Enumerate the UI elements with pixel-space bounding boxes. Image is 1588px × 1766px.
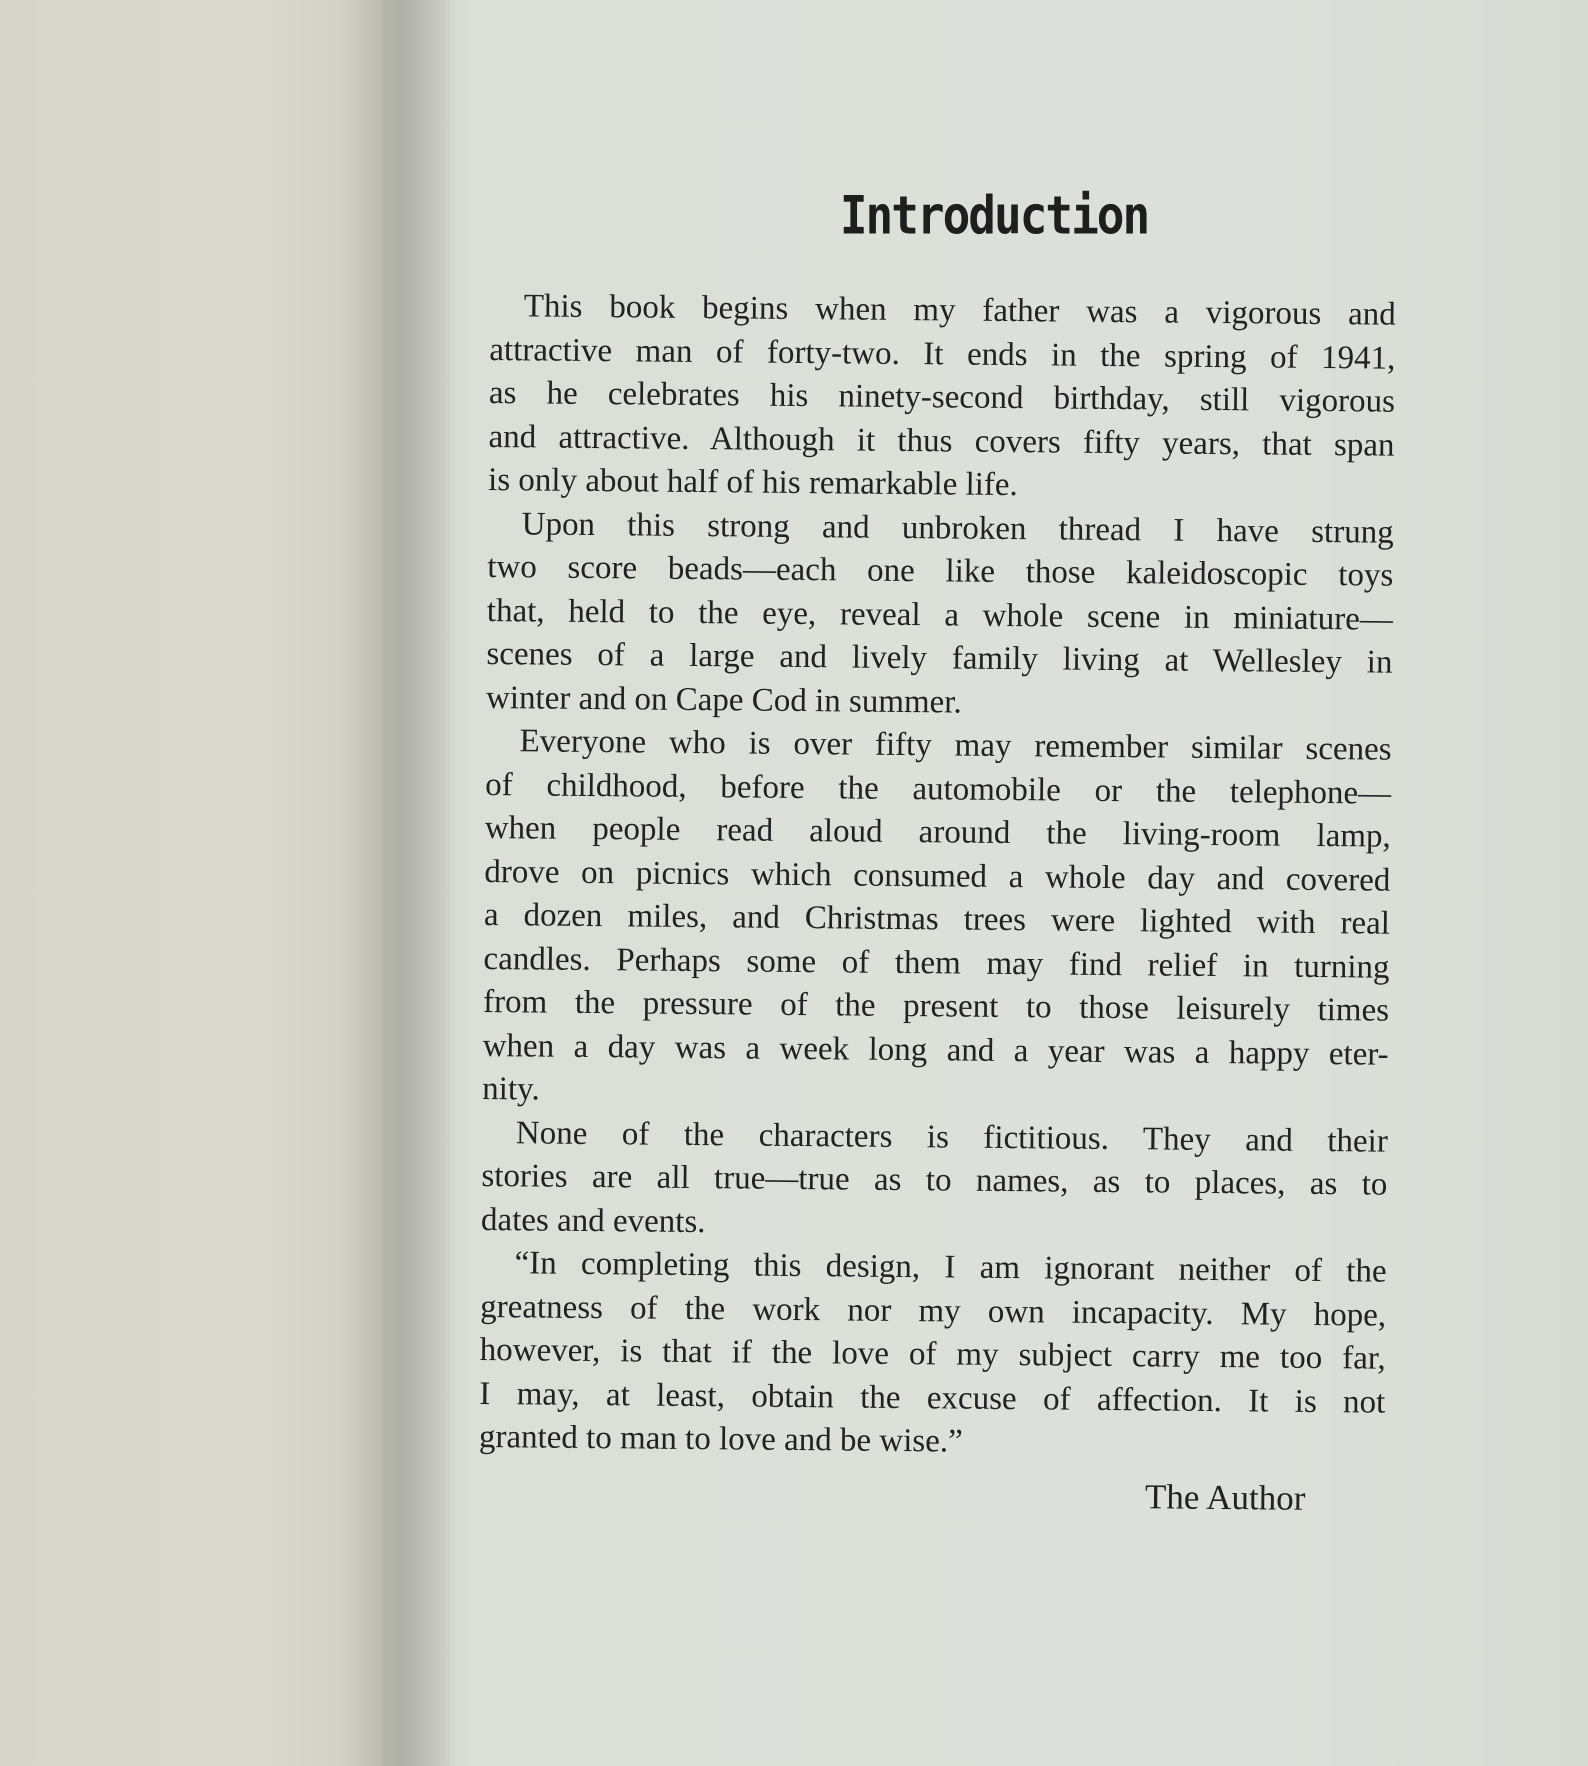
paragraph bbox=[482, 720, 1392, 1120]
signature: The Author bbox=[1144, 1477, 1306, 1518]
text-line: candles. Perhaps some of them may find relief in turning bbox=[483, 940, 1390, 986]
text-line: however, is that if the love of my subject carry me too far, bbox=[479, 1331, 1386, 1377]
text-line: is only about half of his remarkable life. bbox=[487, 461, 1018, 504]
introduction-body bbox=[479, 285, 1396, 1468]
text-line: from the pressure of the present to those leisurely times bbox=[482, 983, 1390, 1029]
text-line: attractive man of forty-two. It ends in the spring of 1941, bbox=[489, 331, 1396, 377]
text-line: when a day was a week long and a year was a happy eter- bbox=[482, 1027, 1389, 1073]
text-line: stories are all true—true as to names, as to places, as to bbox=[481, 1157, 1388, 1203]
paragraph bbox=[488, 285, 1396, 511]
text-line: None of the characters is fictitious. They and their bbox=[515, 1114, 1388, 1160]
text-line: drove on picnics which consumed a whole day and covered bbox=[484, 853, 1391, 899]
text-line: when people read aloud around the living-room lamp, bbox=[484, 809, 1391, 855]
paragraph bbox=[486, 502, 1394, 728]
text-line: This book begins when my father was a vigorous and bbox=[523, 288, 1396, 333]
text-line: two score beads—each one like those kaleidoscopic toys bbox=[487, 548, 1394, 594]
text-line: “In completing this design, I am ignorant neither of the bbox=[514, 1245, 1387, 1290]
text-line: greatness of the work nor my own incapacity. My hope, bbox=[480, 1288, 1387, 1334]
text-line: as he celebrates his ninety-second birthday, still vigorous bbox=[488, 374, 1396, 420]
paragraph bbox=[479, 1242, 1387, 1468]
text-line: scenes of a large and lively family living at Wellesley in bbox=[486, 635, 1393, 681]
text-line: nity. bbox=[482, 1070, 540, 1108]
text-line: of childhood, before the automobile or the telephone— bbox=[485, 766, 1392, 812]
right-page bbox=[440, 0, 1588, 1766]
text-line: granted to man to love and be wise.” bbox=[478, 1418, 963, 1460]
text-line: winter and on Cape Cod in summer. bbox=[485, 679, 962, 721]
page-title: Introduction bbox=[839, 183, 1149, 247]
paragraph bbox=[481, 1111, 1388, 1250]
text-line: a dozen miles, and Christmas trees were lighted with real bbox=[483, 896, 1391, 942]
text-line: I may, at least, obtain the excuse of affection. It is not bbox=[479, 1375, 1386, 1421]
text-line: Everyone who is over fifty may remember similar scenes bbox=[519, 723, 1392, 768]
text-line: dates and events. bbox=[480, 1201, 706, 1240]
text-line: and attractive. Although it thus covers fifty years, that span bbox=[488, 418, 1395, 464]
text-line: that, held to the eye, reveal a whole scene in miniature— bbox=[486, 592, 1394, 638]
left-page bbox=[0, 0, 400, 1766]
text-line: Upon this strong and unbroken thread I have strung bbox=[521, 505, 1394, 551]
